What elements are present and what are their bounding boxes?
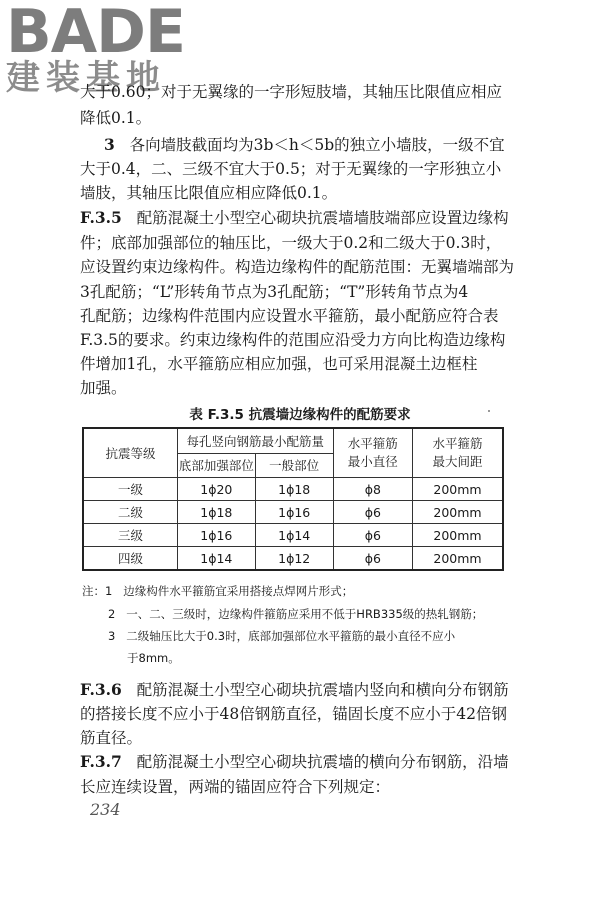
- clause-f36-first-line: [80, 678, 509, 700]
- text-line: F.3.5的要求。约束边缘构件的范围应沿受力方向比构造边缘构: [80, 331, 506, 349]
- table-row: [83, 547, 503, 571]
- clause-number: F.3.5: [80, 208, 122, 227]
- note-prefix: 注：: [82, 584, 105, 598]
- cell-spacing: 200mm: [413, 524, 504, 547]
- text-line: 长应连续设置，两端的锚固应符合下列规定：: [80, 778, 391, 796]
- cell-bottom: 1ϕ16: [177, 524, 255, 547]
- cell-dia: ϕ8: [333, 478, 412, 501]
- item-3-line: [104, 133, 505, 155]
- text-line: 墙肢，其轴压比限值应相应降低0.1。: [80, 184, 338, 202]
- item-text: 各向墙肢截面均为3b＜h＜5b的独立小墙肢，一级不宜: [129, 136, 505, 154]
- header-grade: 抗震等级: [83, 428, 177, 478]
- cell-general: 1ϕ18: [255, 478, 333, 501]
- note-number: 2: [108, 607, 116, 621]
- text-line: 加强。: [80, 379, 127, 397]
- cell-grade: 三级: [83, 524, 177, 547]
- table-row: [83, 501, 503, 524]
- cell-bottom: 1ϕ20: [177, 478, 255, 501]
- note-number: 1: [105, 584, 113, 598]
- table-caption: 表 F.3.5 抗震墙边缘构件的配筋要求: [189, 407, 411, 423]
- header-stirrup-spacing: 水平箍筋 最大间距: [413, 428, 504, 478]
- cell-grade: 四级: [83, 547, 177, 571]
- cell-general: 1ϕ14: [255, 524, 333, 547]
- table-row: [83, 524, 503, 547]
- text-line: 孔配筋；边缘构件范围内应设置水平箍筋，最小配筋应符合表: [80, 307, 499, 325]
- cell-dia: ϕ6: [333, 524, 412, 547]
- cell-dia: ϕ6: [333, 547, 412, 571]
- note-number: 3: [108, 629, 116, 643]
- cell-spacing: 200mm: [413, 478, 504, 501]
- cell-grade: 二级: [83, 501, 177, 524]
- note-text: 二级轴压比大于0.3时，底部加强部位水平箍筋的最小直径不应小: [126, 629, 456, 643]
- note-text: 边缘构件水平箍筋宜采用搭接点焊网片形式；: [123, 584, 354, 598]
- clause-number: F.3.6: [80, 680, 122, 699]
- clause-text: 配筋混凝土小型空心砌块抗震墙墙肢端部应设置边缘构: [136, 209, 509, 227]
- note-text: 一、二、三级时，边缘构件箍筋应采用不低于HRB335级的热轧钢筋；: [126, 607, 484, 621]
- text-line: 筋直径。: [80, 729, 143, 747]
- header-vertical-group: 每孔竖向钢筋最小配筋量: [177, 428, 333, 453]
- logo-wordmark: BADE: [6, 0, 185, 67]
- clause-f35-first-line: [80, 206, 509, 228]
- clause-number: F.3.7: [80, 752, 122, 771]
- table-note-3: [108, 628, 455, 644]
- text-line: 应设置约束边缘构件。构造边缘构件的配筋范围：无翼墙端部为: [80, 258, 515, 276]
- table-row: [83, 478, 503, 501]
- page-number: 234: [90, 800, 121, 819]
- header-stirrup-dia: 水平箍筋 最小直径: [333, 428, 412, 478]
- cell-spacing: 200mm: [413, 501, 504, 524]
- clause-text: 配筋混凝土小型空心砌块抗震墙的横向分布钢筋，沿墙: [136, 753, 509, 771]
- cell-grade: 一级: [83, 478, 177, 501]
- table-note-2: [108, 606, 483, 622]
- text-line: 3孔配筋；“L”形转角节点为3孔配筋；“T”形转角节点为4: [80, 283, 469, 301]
- cell-general: 1ϕ16: [255, 501, 333, 524]
- cell-bottom: 1ϕ14: [177, 547, 255, 571]
- rebar-table: [82, 427, 504, 571]
- cell-dia: ϕ6: [333, 501, 412, 524]
- header-general: 一般部位: [255, 453, 333, 477]
- logo-subtitle: 建装基地: [6, 58, 166, 98]
- clause-text: 配筋混凝土小型空心砌块抗震墙内竖向和横向分布钢筋: [136, 681, 509, 699]
- table-note-3-continuation: 于8mm。: [127, 651, 180, 665]
- scan-dot: [488, 410, 490, 412]
- cell-bottom: 1ϕ18: [177, 501, 255, 524]
- text-line: 的搭接长度不应小于48倍钢筋直径，锚固长度不应小于42倍钢: [80, 705, 507, 723]
- clause-f37-first-line: [80, 750, 509, 772]
- cell-spacing: 200mm: [413, 547, 504, 571]
- cell-general: 1ϕ12: [255, 547, 333, 571]
- text-line: 件；底部加强部位的轴压比，一级大于0.2和二级大于0.3时，: [80, 234, 502, 252]
- text-line: 大于0.60；对于无翼缘的一字形短肢墙，其轴压比限值应相应: [80, 83, 503, 101]
- header-bottom: 底部加强部位: [177, 453, 255, 477]
- text-line: 降低0.1。: [80, 109, 152, 127]
- item-number: 3: [104, 135, 115, 154]
- text-line: 大于0.4，二、三级不宜大于0.5；对于无翼缘的一字形独立小: [80, 160, 502, 178]
- text-line: 件增加1孔，水平箍筋应相应加强，也可采用混凝土边框柱: [80, 355, 478, 373]
- table-note-1: [82, 583, 353, 599]
